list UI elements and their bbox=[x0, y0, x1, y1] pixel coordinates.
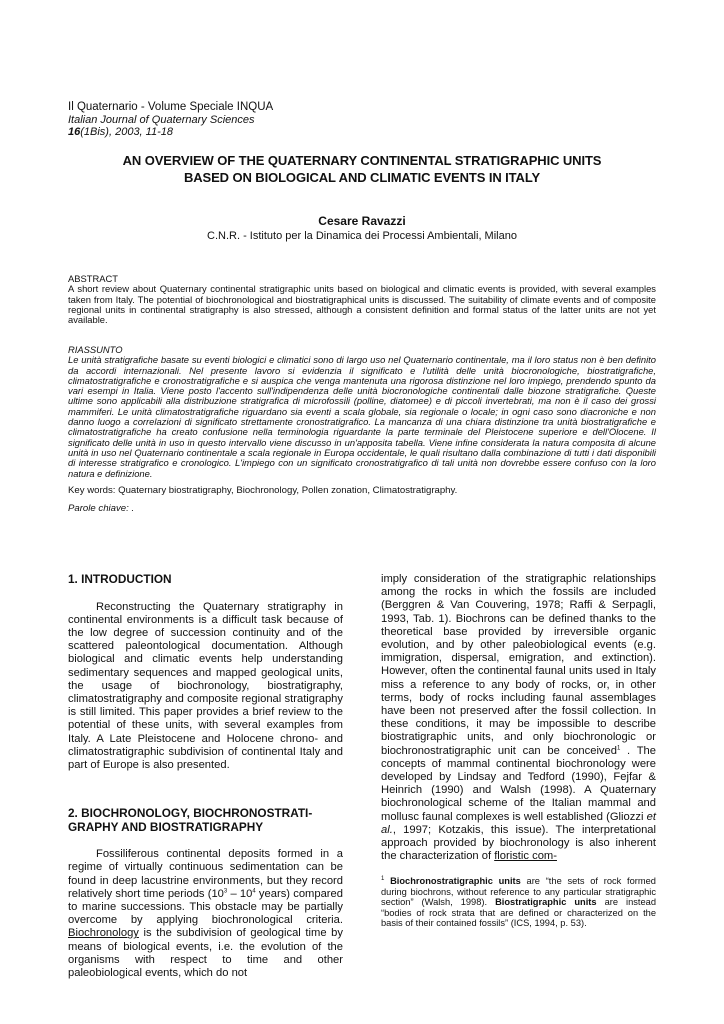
section-2-heading bbox=[68, 807, 343, 834]
left-column bbox=[68, 573, 343, 980]
section-2-text-c: years) compared to marine successions. This obstacle may be partially overcome by applying biochronological criteria. bbox=[68, 887, 343, 927]
right-column-paragraph bbox=[381, 573, 656, 863]
volume-line: Il Quaternario - Volume Speciale INQUA bbox=[68, 101, 274, 113]
riassunto-text: Le unità stratigrafiche basate su eventi biologici e climatici sono di largo uso nel Quaternario continentale, ma il loro status non è ben definito da accordi internazionali. Nel presente lavoro si evidenzia il significato e l'utilità delle unità biocronologiche, biostratigrafiche, climatostratigrafiche e cronostratigrafiche e si auspica che venga mantenuta una rigorosa distinzione nel loro impiego, prendendo spunto da vari esempi in Italia. Viene posto l'accento sull'indipendenza delle unità biocronologiche continentali dalle biozone stratigrafiche. Queste ultime sono applicabili alla distribuzione stratigrafica di microfossili (polline, diatomee) e di piccoli invertebrati, ma non è il caso dei grossi mammiferi. Le unità climatostratigrafiche riguardano sia eventi a scala globale, sia regionale o locale; in ogni caso sono diacroniche e non danno luogo a correlazioni di significato strettamente cronostratigrafico. La mancanza di una chiara distinzione tra unità biostratigrafiche e climatostratigrafiche ha creato confusione nella terminologia riguardante la parte terminale del Pleistocene superiore e dell'Olocene. Il significato delle unità in uso in questo intervallo viene discusso in un'apposita tabella. Viene infine considerata la natura composita di alcune unità in uso nel Quaternario continentale a scala regionale in Europa occidentale, le quali risultano dalla combinazione di tutti i dati disponibili di interesse stratigrafico e cronologico. L'impiego con un significato cronostratigrafico di tali unità non dovrebbe essere confuso con la loro natura e definizione. bbox=[68, 354, 656, 479]
issue-details: (1Bis), 2003, 11-18 bbox=[80, 126, 173, 138]
paper-title bbox=[60, 152, 664, 186]
title-line-1: AN OVERVIEW OF THE QUATERNARY CONTINENTAL STRATIGRAPHIC UNITS bbox=[122, 153, 602, 168]
abstract bbox=[68, 274, 656, 325]
footnote-1 bbox=[381, 876, 656, 929]
footnote-term-1: Biochronostratigraphic units bbox=[390, 876, 521, 886]
footnote-text-2: are instead “bodies of rock strata that are defined or characterized on the basis of their contained fossils” (ICS, 1994, p. 53). bbox=[381, 897, 656, 929]
right-text-3: , 1997; Kotzakis, this issue). The interpretational approach provided by biochronology is also inherent the characterization of bbox=[381, 823, 656, 863]
et-al: et al. bbox=[381, 810, 656, 836]
section-2-text-d: is the subdivision of geological time by means of biological events, i.e. the evolution of the organisms with respect to time and other paleobiological events, which do not bbox=[68, 927, 343, 979]
section-1-paragraph: Reconstructing the Quaternary stratigraphy in continental environments is a difficult task because of the low degree of succession continuity and of the scattered paleontological documentation. Although biological and climatic events help understanding sedimentary sequences and mapped geological units, the usage of biochronology, biostratigraphy, climatostratigraphy and composite regional stratigraphy is still limited. This paper provides a brief review to the potential of these units, with several examples from Italy. A Late Pleistocene and Holocene chrono- and climatostratigraphic subdivision of continental Italy and part of Europe is also presented. bbox=[68, 600, 343, 771]
footnote-term-2: Biostratigraphic units bbox=[495, 897, 597, 908]
footnote-ref-1[interactable]: 1 bbox=[616, 744, 621, 751]
section-2-text-a: Fossiliferous continental deposits formed in a regime of virtually continuous sedimentation can be found in deep lacustrine environments, but they record relatively short time periods (10 bbox=[68, 848, 343, 900]
volume-number: 16 bbox=[68, 126, 81, 138]
title-line-2: BASED ON BIOLOGICAL AND CLIMATIC EVENTS IN ITALY bbox=[183, 170, 541, 185]
riassunto bbox=[68, 345, 656, 479]
footnote-number: 1 bbox=[381, 875, 385, 882]
exponent-3: 3 bbox=[223, 888, 228, 895]
section-2-heading-line-2: GRAPHY AND BIOSTRATIGRAPHY bbox=[68, 819, 264, 834]
term-floristic: floristic com- bbox=[494, 850, 557, 863]
footnote-text-1: are “the sets of rock formed during biochrons, without reference to any particular stratigraphic section” (Walsh, 1998). bbox=[381, 876, 656, 908]
journal-name: Italian Journal of Quaternary Sciences bbox=[68, 113, 255, 126]
right-text-2: . The concepts of mammal continental biochronology were developed by Lindsay and Tedford (1990), Fejfar & Heinrich (1990) and Walsh (1998). A Quaternary biochronological scheme of the Italian mammal and mollusc faunal complexes is well established (Gliozzi bbox=[381, 744, 656, 823]
journal-header bbox=[68, 101, 273, 139]
right-text-1: imply consideration of the stratigraphic relationships among the rocks in which the fossils are included (Berggren & Van Couvering, 1978; Raffi & Serpagli, 1993, Tab. 1). Biochrons can be defined thanks to the theoretical base provided by irreversible organic evolution, and by other paleobiological events (e.g. immigration, dispersal, emigration, and extinction). However, often the continental faunal units used in Italy miss a reference to any body of rocks, or, in other terms, body of rocks including faunal assemblages have been not preserved after the fossil collection. In these conditions, it may be impossible to describe biostratigraphic units, and only biochronologic or biochronostratigraphic unit can be conceived bbox=[381, 573, 656, 757]
keywords: Key words: Quaternary biostratigraphy, Biochronology, Pollen zonation, Climatostratigraphy. bbox=[68, 485, 458, 496]
riassunto-label: RIASSUNTO bbox=[68, 344, 123, 355]
section-2-paragraph bbox=[68, 848, 343, 980]
section-2-heading-line-1: 2. BIOCHRONOLOGY, BIOCHRONOSTRATI- bbox=[68, 806, 313, 821]
author-affiliation: C.N.R. - Istituto per la Dinamica dei Processi Ambientali, Milano bbox=[207, 230, 517, 242]
section-2-text-b: – 10 bbox=[227, 887, 253, 900]
term-biochronology: Biochronology bbox=[68, 927, 139, 940]
author-name: Cesare Ravazzi bbox=[318, 214, 406, 228]
exponent-4: 4 bbox=[252, 888, 256, 895]
abstract-text: A short review about Quaternary continental stratigraphic units based on biological and climatic events is provided, with several examples taken from Italy. The potential of biochronological and biostratigraphical units is discussed. The suitability of climate events and of composite regional units in continental stratigraphy is also stressed, although a consistent definition and formal status of the latter units are not yet available. bbox=[68, 283, 656, 326]
right-column bbox=[381, 573, 656, 863]
abstract-label: ABSTRACT bbox=[68, 273, 119, 284]
section-1-heading: 1. INTRODUCTION bbox=[68, 572, 172, 586]
issue-line bbox=[68, 126, 273, 139]
parole-chiave: Parole chiave: . bbox=[68, 503, 135, 514]
